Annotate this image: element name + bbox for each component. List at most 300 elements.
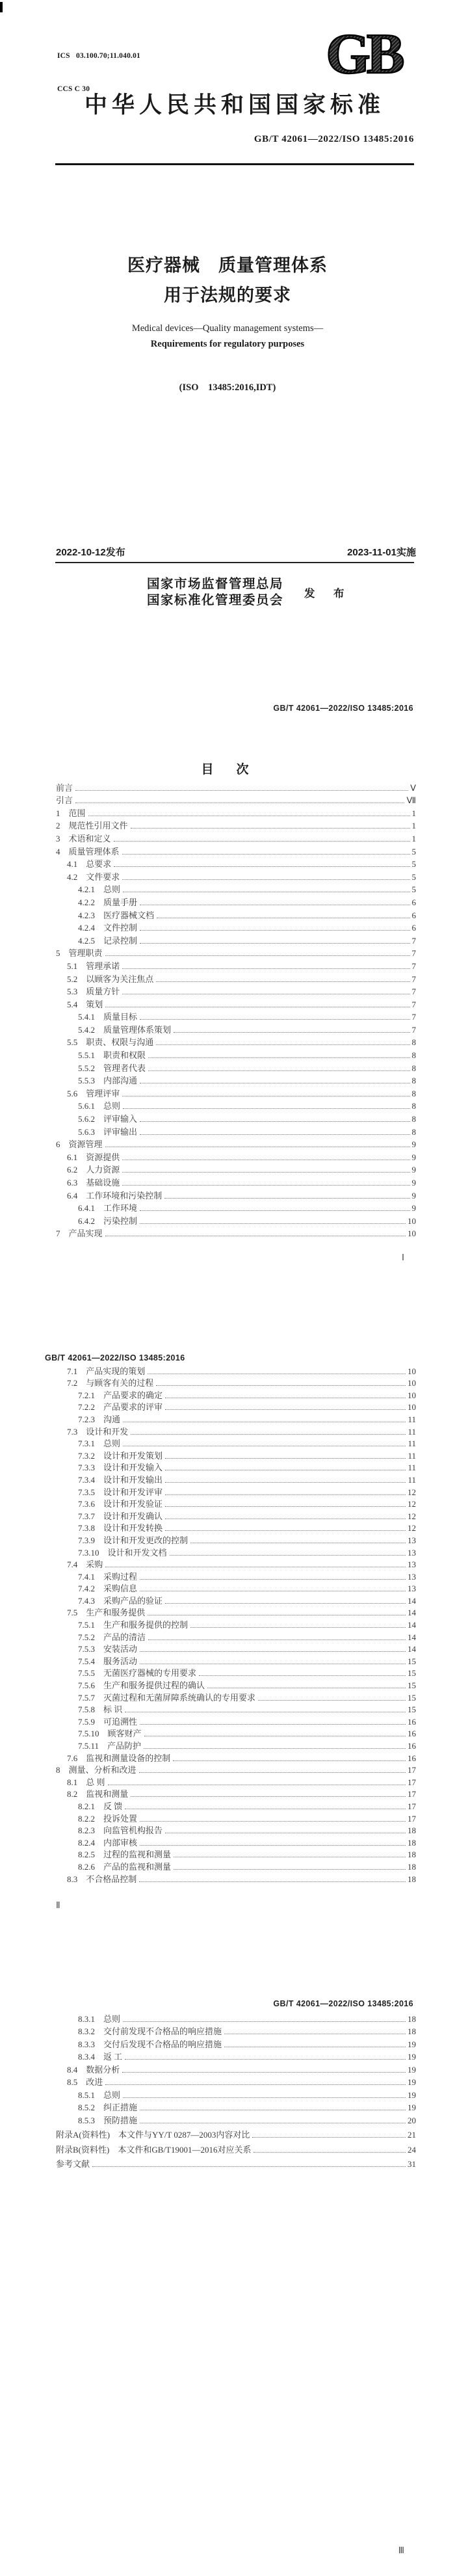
toc-entry-page-number: 18 bbox=[408, 1837, 416, 1848]
toc-entry bbox=[56, 921, 416, 934]
toc-entry bbox=[56, 1201, 416, 1214]
toc-entry-label: 7.5.2 产品的清洁 bbox=[78, 1632, 146, 1642]
toc-entry-label: 4.2 文件要求 bbox=[67, 871, 120, 882]
toc-entry-label: 7.4.1 采购过程 bbox=[78, 1571, 138, 1582]
toc-entry bbox=[56, 1485, 416, 1498]
toc-entry-page-number: 17 bbox=[408, 1801, 416, 1811]
toc-leader-dots bbox=[140, 1651, 406, 1652]
toc-entry-page-number: 19 bbox=[408, 2077, 416, 2087]
toc-entry-page-number: 8 bbox=[411, 1101, 416, 1111]
toc-entry bbox=[56, 857, 416, 870]
toc-entry-label: 7.1 产品实现的策划 bbox=[67, 1366, 146, 1376]
toc-entry-page-number: 15 bbox=[408, 1680, 416, 1691]
toc-page-3 bbox=[0, 1932, 455, 2576]
toc-entry-label: 7.5 生产和服务提供 bbox=[67, 1608, 146, 1618]
toc-entry-label: 7.3.5 设计和开发评审 bbox=[78, 1487, 163, 1497]
toc-leader-dots bbox=[140, 1210, 410, 1211]
toc-leader-dots bbox=[140, 1134, 410, 1135]
toc-entry-label: 5.4 策划 bbox=[67, 999, 103, 1009]
toc-entry bbox=[56, 1667, 416, 1679]
toc-entry-page-number: 7 bbox=[411, 999, 416, 1009]
toc-entry bbox=[56, 1546, 416, 1558]
toc-leader-dots bbox=[190, 1627, 406, 1628]
toc-leader-dots bbox=[148, 1057, 410, 1058]
title-chinese-line1: 医疗器械 质量管理体系 bbox=[127, 256, 328, 275]
toc-entry-page-number: 7 bbox=[411, 974, 416, 984]
toc-entry-label: 7.4.2 采购信息 bbox=[78, 1584, 138, 1594]
toc-entry bbox=[56, 985, 416, 998]
toc-entry-page-number: 11 bbox=[408, 1450, 416, 1461]
toc-leader-dots bbox=[170, 1555, 406, 1556]
toc-entry-label: 8.5.1 总则 bbox=[78, 2090, 121, 2100]
toc-leader-dots bbox=[164, 1198, 410, 1199]
toc-entry-label: 6.1 资源提供 bbox=[67, 1152, 120, 1162]
toc-entry-label: 4.1 总要求 bbox=[67, 859, 112, 870]
running-header-standard-code: GB/T 42061—2022/ISO 13485:2016 bbox=[273, 704, 413, 713]
toc-entry-page-number: 10 bbox=[408, 1402, 416, 1413]
toc-entry-page-number: 21 bbox=[408, 2130, 416, 2140]
toc-entry-page-number: 7 bbox=[411, 948, 416, 959]
toc-entry-page-number: 5 bbox=[411, 871, 416, 882]
toc-entry bbox=[56, 1594, 416, 1606]
toc-entry bbox=[56, 1498, 416, 1510]
toc-leader-dots bbox=[199, 1675, 406, 1676]
issuer-line1: 国家市场监督管理总局 bbox=[147, 577, 284, 591]
toc-entry-page-number: 31 bbox=[408, 2159, 416, 2169]
toc-entry-label: 8.5.3 预防措施 bbox=[78, 2115, 138, 2125]
toc-entry-page-number: 20 bbox=[408, 2115, 416, 2125]
toc-entry bbox=[56, 1618, 416, 1630]
toc-entry-page-number: 16 bbox=[408, 1741, 416, 1751]
toc-entry-label: 5.5.3 内部沟通 bbox=[78, 1076, 138, 1086]
toc-entry-label: 7.5.5 无菌医疗器械的专用要求 bbox=[78, 1668, 197, 1679]
toc-entry-label: 6.4.2 污染控制 bbox=[78, 1215, 138, 1226]
toc-entry-page-number: 18 bbox=[408, 2026, 416, 2036]
toc-entry bbox=[56, 1860, 416, 1872]
toc-entry-page-number: 15 bbox=[408, 1705, 416, 1715]
toc-entry-page-number: 18 bbox=[408, 1850, 416, 1860]
toc-entry-page-number: 24 bbox=[408, 2144, 416, 2155]
title-english-line1: Medical devices—Quality management systems— bbox=[131, 323, 324, 334]
toc-leader-dots bbox=[140, 1121, 410, 1122]
toc-entry bbox=[56, 1377, 416, 1389]
toc-list-page2 bbox=[56, 1364, 416, 1885]
toc-entry bbox=[56, 1836, 416, 1848]
toc-entry bbox=[56, 1214, 416, 1227]
toc-entry bbox=[56, 895, 416, 908]
toc-page-1 bbox=[0, 644, 455, 1288]
toc-entry bbox=[56, 1188, 416, 1201]
toc-entry-page-number: 1 bbox=[411, 808, 416, 818]
toc-entry-label: 3 术语和定义 bbox=[56, 833, 111, 843]
toc-entry-label: 6.2 人力资源 bbox=[67, 1165, 120, 1175]
toc-leader-dots bbox=[122, 2072, 406, 2073]
toc-entry-label: 6.4 工作环境和污染控制 bbox=[67, 1190, 162, 1201]
toc-leader-dots bbox=[156, 981, 410, 982]
toc-entry bbox=[56, 780, 416, 793]
toc-entry-page-number: 13 bbox=[408, 1584, 416, 1594]
toc-entry bbox=[56, 1534, 416, 1546]
toc-entry bbox=[56, 2088, 416, 2101]
toc-leader-dots bbox=[114, 841, 410, 842]
toc-entry-page-number: 7 bbox=[411, 935, 416, 946]
toc-entry-page-number: 8 bbox=[411, 1063, 416, 1073]
toc-entry bbox=[56, 2142, 416, 2155]
toc-entry-page-number: 19 bbox=[408, 2090, 416, 2100]
toc-leader-dots bbox=[105, 2084, 406, 2085]
toc-entry-label: 8 测量、分析和改进 bbox=[56, 1765, 136, 1775]
toc-page-2 bbox=[0, 1288, 455, 1932]
toc-entry-label: 5.4.1 质量目标 bbox=[78, 1012, 138, 1022]
toc-leader-dots bbox=[156, 1385, 406, 1386]
toc-entry-page-number: 9 bbox=[411, 1178, 416, 1188]
toc-entry-page-number: 8 bbox=[411, 1088, 416, 1098]
toc-entry-page-number: 12 bbox=[408, 1523, 416, 1534]
toc-entry bbox=[56, 1163, 416, 1176]
toc-entry-page-number: 5 bbox=[411, 884, 416, 895]
toc-entry-page-number: 8 bbox=[411, 1076, 416, 1086]
toc-entry-label: 7.5.10 顾客财产 bbox=[78, 1729, 142, 1739]
toc-entry bbox=[56, 1137, 416, 1150]
toc-leader-dots bbox=[174, 1869, 406, 1870]
gb-logo-graphic bbox=[310, 26, 417, 81]
toc-entry-page-number: 14 bbox=[408, 1644, 416, 1654]
toc-entry-page-number: 17 bbox=[408, 1765, 416, 1775]
toc-entry-page-number: 11 bbox=[408, 1463, 416, 1473]
toc-entry bbox=[56, 908, 416, 921]
toc-entry-label: 7.4 采购 bbox=[67, 1560, 103, 1570]
toc-leader-dots bbox=[144, 1748, 406, 1749]
toc-entry bbox=[56, 2012, 416, 2025]
toc-entry-label: 7.2 与顾客有关的过程 bbox=[67, 1378, 154, 1388]
toc-leader-dots bbox=[122, 968, 410, 969]
toc-leader-dots bbox=[165, 1530, 406, 1531]
toc-leader-dots bbox=[131, 1796, 406, 1797]
toc-leader-dots bbox=[125, 2059, 406, 2060]
running-header-standard-code: GB/T 42061—2022/ISO 13485:2016 bbox=[45, 1353, 185, 1362]
toc-entry-page-number: 14 bbox=[408, 1632, 416, 1642]
toc-entry bbox=[56, 1074, 416, 1087]
toc-entry bbox=[56, 1812, 416, 1824]
toc-entry bbox=[56, 883, 416, 896]
toc-entry bbox=[56, 1848, 416, 1861]
toc-entry bbox=[56, 1124, 416, 1137]
toc-entry-page-number: 15 bbox=[408, 1656, 416, 1666]
toc-entry-page-number: 17 bbox=[408, 1777, 416, 1787]
toc-entry-page-number: Ⅴ bbox=[410, 782, 416, 793]
toc-entry-label: 7.3.1 总则 bbox=[78, 1439, 121, 1449]
toc-entry bbox=[56, 1461, 416, 1474]
toc-leader-dots bbox=[174, 1032, 410, 1033]
toc-entry bbox=[56, 1048, 416, 1061]
toc-entry bbox=[56, 1799, 416, 1812]
toc-entry-label: 8.3.4 返 工 bbox=[78, 2052, 123, 2062]
toc-entry-page-number: 14 bbox=[408, 1620, 416, 1630]
toc-entry bbox=[56, 1175, 416, 1188]
toc-entry-page-number: 13 bbox=[408, 1560, 416, 1570]
toc-entry bbox=[56, 819, 416, 832]
toc-entry-label: 7.2.2 产品要求的评审 bbox=[78, 1402, 163, 1413]
toc-entry-label: 5.4.2 质量管理体系策划 bbox=[78, 1024, 172, 1035]
toc-entry bbox=[56, 1679, 416, 1691]
toc-entry bbox=[56, 1582, 416, 1595]
toc-entry-page-number: 10 bbox=[408, 1228, 416, 1239]
toc-entry-label: 7 产品实现 bbox=[56, 1228, 103, 1239]
toc-entry bbox=[56, 1035, 416, 1048]
toc-entry-page-number: 7 bbox=[411, 961, 416, 971]
toc-entry-label: 5.2 以顾客为关注焦点 bbox=[67, 974, 154, 984]
folio-roman-1: Ⅰ bbox=[402, 1253, 404, 1262]
toc-leader-dots bbox=[165, 1494, 406, 1495]
toc-entry bbox=[56, 2157, 416, 2170]
toc-entry-page-number: 11 bbox=[408, 1426, 416, 1437]
toc-entry-page-number: 16 bbox=[408, 1729, 416, 1739]
toc-entry bbox=[56, 1630, 416, 1643]
toc-entry-page-number: 15 bbox=[408, 1692, 416, 1703]
toc-entry-label: 4 质量管理体系 bbox=[56, 846, 120, 856]
toc-entry-label: 8.2.5 过程的监视和测量 bbox=[78, 1850, 172, 1860]
toc-entry bbox=[56, 1703, 416, 1716]
title-english-line2: Requirements for regulatory purposes bbox=[150, 339, 305, 349]
toc-entry-label: 5.6.3 评审输出 bbox=[78, 1126, 138, 1137]
running-header-standard-code: GB/T 42061—2022/ISO 13485:2016 bbox=[273, 1999, 413, 2008]
toc-entry-label: 7.3.10 设计和开发文档 bbox=[78, 1547, 167, 1558]
toc-entry-label: 5.1 管理承诺 bbox=[67, 961, 120, 971]
toc-leader-dots bbox=[148, 1070, 410, 1071]
national-standard-heading: 中华人民共和国国家标准 bbox=[84, 92, 385, 118]
toc-entry-page-number: 16 bbox=[408, 1753, 416, 1763]
toc-leader-dots bbox=[140, 1223, 406, 1224]
toc-entry bbox=[56, 1086, 416, 1099]
toc-entry-label: 引言 bbox=[56, 795, 73, 806]
toc-entry-page-number: 8 bbox=[411, 1037, 416, 1048]
ccs-code: CCS C 30 bbox=[57, 85, 90, 93]
toc-leader-dots bbox=[140, 930, 410, 931]
toc-entry-page-number: 17 bbox=[408, 1813, 416, 1824]
toc-entry-label: 7.6 监视和测量设备的控制 bbox=[67, 1753, 171, 1763]
toc-entry-label: 5.6.2 评审输入 bbox=[78, 1114, 138, 1124]
toc-entry bbox=[56, 2025, 416, 2038]
toc-entry-page-number: 19 bbox=[408, 2064, 416, 2075]
toc-entry bbox=[56, 2075, 416, 2088]
toc-entry-page-number: 14 bbox=[408, 1608, 416, 1618]
toc-entry-label: 7.3.9 设计和开发更改的控制 bbox=[78, 1535, 188, 1545]
folio-roman-3: Ⅲ bbox=[398, 2545, 404, 2555]
toc-entry-page-number: 8 bbox=[411, 1114, 416, 1124]
toc-entry-page-number: 6 bbox=[411, 910, 416, 920]
toc-entry-label: 8.2.6 产品的监视和测量 bbox=[78, 1861, 172, 1872]
toc-entry-label: 参考文献 bbox=[56, 2159, 90, 2169]
toc-entry-page-number: 5 bbox=[411, 859, 416, 870]
implementation-date: 2023-11-01实施 bbox=[347, 547, 416, 558]
toc-entry-page-number: 11 bbox=[408, 1439, 416, 1449]
cover-page bbox=[0, 0, 455, 644]
toc-entry bbox=[56, 1099, 416, 1112]
toc-entry-page-number: 18 bbox=[408, 1874, 416, 1884]
toc-entry-label: 4.2.4 文件控制 bbox=[78, 923, 138, 933]
toc-entry bbox=[56, 1606, 416, 1619]
toc-leader-dots bbox=[140, 1821, 406, 1822]
toc-entry-page-number: 11 bbox=[408, 1474, 416, 1485]
toc-entry-label: 4.2.1 总则 bbox=[78, 884, 121, 895]
toc-entry bbox=[56, 2101, 416, 2114]
release-label: 发 布 bbox=[304, 588, 348, 600]
toc-leader-dots bbox=[123, 2021, 406, 2022]
toc-entry bbox=[56, 1150, 416, 1163]
toc-entry-label: 8.3.3 交付后发现不合格品的响应措施 bbox=[78, 2039, 222, 2049]
toc-leader-dots bbox=[131, 1434, 406, 1435]
toc-entry-page-number: 9 bbox=[411, 1165, 416, 1175]
toc-leader-dots bbox=[75, 790, 408, 791]
toc-entry-page-number: 7 bbox=[411, 1024, 416, 1035]
toc-entry-page-number: 10 bbox=[408, 1390, 416, 1400]
toc-entry-label: 7.2.1 产品要求的确定 bbox=[78, 1390, 163, 1400]
toc-entry-label: 7.5.7 灭菌过程和无菌屏障系统确认的专用要求 bbox=[78, 1692, 256, 1703]
toc-entry bbox=[56, 1111, 416, 1124]
toc-entry bbox=[56, 2062, 416, 2075]
toc-entry bbox=[56, 1764, 416, 1776]
toc-leader-dots bbox=[114, 866, 410, 867]
toc-entry bbox=[56, 831, 416, 844]
toc-entry-page-number: 19 bbox=[408, 2039, 416, 2049]
cover-top-rule bbox=[55, 163, 414, 165]
toc-entry-label: 7.5.4 服务活动 bbox=[78, 1656, 138, 1666]
toc-entry-page-number: 13 bbox=[408, 1535, 416, 1545]
toc-entry-label: 7.2.3 沟通 bbox=[78, 1414, 121, 1424]
toc-entry-label: 附录A(资料性) 本文件与YY/T 0287—2003内容对比 bbox=[56, 2130, 250, 2140]
toc-entry-label: 8.3.1 总则 bbox=[78, 2013, 121, 2024]
toc-entry-label: 8.5 改进 bbox=[67, 2077, 103, 2087]
toc-entry-page-number: 12 bbox=[408, 1499, 416, 1509]
toc-entry bbox=[56, 1715, 416, 1727]
issuing-bodies bbox=[147, 576, 283, 609]
toc-leader-dots bbox=[173, 1760, 406, 1761]
toc-leader-dots bbox=[131, 828, 410, 829]
toc-entry-label: 4.2.5 记录控制 bbox=[78, 935, 138, 946]
toc-entry-page-number: 8 bbox=[411, 1050, 416, 1061]
toc-entry bbox=[56, 1824, 416, 1837]
toc-entry-page-number: 8 bbox=[411, 1126, 416, 1137]
toc-entry bbox=[56, 1558, 416, 1571]
toc-entry-label: 附录B(资料性) 本文件和GB/T19001—2016对应关系 bbox=[56, 2144, 252, 2155]
toc-entry bbox=[56, 972, 416, 985]
toc-entry-page-number: 16 bbox=[408, 1716, 416, 1727]
toc-entry-label: 4.2.2 质量手册 bbox=[78, 897, 138, 907]
toc-entry-label: 5.3 质量方针 bbox=[67, 987, 120, 997]
standard-code: GB/T 42061—2022/ISO 13485:2016 bbox=[254, 134, 414, 144]
toc-entry-label: 7.5.6 生产和服务提供过程的确认 bbox=[78, 1680, 205, 1691]
cover-bottom-rule bbox=[55, 562, 414, 563]
toc-entry-label: 1 范围 bbox=[56, 808, 86, 818]
toc-entry-page-number: 7 bbox=[411, 987, 416, 997]
toc-entry-label: 8.3.2 交付前发现不合格品的响应措施 bbox=[78, 2026, 222, 2036]
toc-entry-label: 5.6 管理评审 bbox=[67, 1088, 120, 1098]
toc-entry-page-number: 19 bbox=[408, 2052, 416, 2062]
toc-title: 目 次 bbox=[201, 763, 254, 777]
toc-entry bbox=[56, 1872, 416, 1885]
toc-entry-page-number: 18 bbox=[408, 1861, 416, 1872]
toc-entry bbox=[56, 1401, 416, 1413]
toc-entry-page-number: 7 bbox=[411, 1012, 416, 1022]
toc-leader-dots bbox=[139, 1772, 406, 1773]
toc-entry-label: 7.3.8 设计和开发转换 bbox=[78, 1523, 163, 1534]
toc-entry bbox=[56, 1775, 416, 1788]
toc-entry bbox=[56, 1570, 416, 1582]
toc-entry-label: 5.6.1 总则 bbox=[78, 1101, 121, 1111]
toc-entry-label: 8.1 总 则 bbox=[67, 1777, 105, 1787]
toc-entry-label: 6.3 基础设施 bbox=[67, 1178, 120, 1188]
toc-entry bbox=[56, 1388, 416, 1401]
toc-entry-label: 5.5.1 职责和权限 bbox=[78, 1050, 146, 1061]
toc-entry-label: 8.5.2 纠正措施 bbox=[78, 2103, 138, 2112]
toc-leader-dots bbox=[140, 1724, 406, 1725]
toc-entry bbox=[56, 1751, 416, 1764]
toc-leader-dots bbox=[92, 2166, 406, 2167]
toc-entry-page-number: 17 bbox=[408, 1789, 416, 1799]
toc-entry-page-number: 9 bbox=[411, 1203, 416, 1214]
toc-leader-dots bbox=[123, 1108, 410, 1109]
toc-entry bbox=[56, 959, 416, 972]
toc-entry-page-number: 15 bbox=[408, 1668, 416, 1679]
toc-entry-label: 8.2 监视和测量 bbox=[67, 1789, 129, 1799]
toc-entry-page-number: 6 bbox=[411, 897, 416, 907]
toc-leader-dots bbox=[165, 1603, 406, 1604]
toc-entry bbox=[56, 1473, 416, 1485]
toc-leader-dots bbox=[165, 1409, 406, 1410]
toc-entry-page-number: Ⅶ bbox=[406, 795, 416, 806]
toc-entry-page-number: 6 bbox=[411, 923, 416, 933]
iso-identity-note: (ISO 13485:2016,IDT) bbox=[179, 382, 276, 393]
toc-entry bbox=[56, 1522, 416, 1534]
toc-entry-label: 4.2.3 医疗器械文档 bbox=[78, 910, 155, 920]
issue-date: 2022-10-12发布 bbox=[56, 547, 125, 558]
toc-entry bbox=[56, 2128, 416, 2141]
toc-leader-dots bbox=[165, 1506, 406, 1507]
toc-leader-dots bbox=[165, 1482, 406, 1483]
toc-entry-label: 7.5.9 可追溯性 bbox=[78, 1716, 138, 1727]
toc-entry-page-number: 5 bbox=[411, 846, 416, 856]
toc-entry-page-number: 11 bbox=[408, 1414, 416, 1424]
toc-leader-dots bbox=[140, 1579, 406, 1580]
title-chinese-line2: 用于法规的要求 bbox=[164, 285, 291, 305]
toc-entry-label: 7.5.3 安装活动 bbox=[78, 1644, 138, 1654]
toc-entry bbox=[56, 1739, 416, 1751]
toc-entry-label: 7.3.4 设计和开发输出 bbox=[78, 1474, 163, 1485]
toc-leader-dots bbox=[165, 1458, 406, 1459]
toc-entry-label: 6 资源管理 bbox=[56, 1139, 103, 1150]
toc-leader-dots bbox=[122, 1172, 410, 1173]
toc-entry-page-number: 9 bbox=[411, 1190, 416, 1201]
toc-entry bbox=[56, 1227, 416, 1240]
toc-entry-page-number: 18 bbox=[408, 1826, 416, 1836]
toc-entry bbox=[56, 806, 416, 819]
scan-edge-artifact bbox=[0, 2, 3, 12]
toc-entry bbox=[56, 997, 416, 1010]
toc-entry-page-number: 12 bbox=[408, 1487, 416, 1497]
toc-entry-page-number: 9 bbox=[411, 1139, 416, 1150]
toc-leader-dots bbox=[140, 1845, 406, 1846]
toc-entry bbox=[56, 1691, 416, 1703]
toc-entry-label: 6.4.1 工作环境 bbox=[78, 1203, 138, 1214]
toc-entry-label: 8.2.1 反 馈 bbox=[78, 1801, 123, 1811]
toc-list-page1 bbox=[56, 780, 416, 1239]
toc-entry bbox=[56, 1437, 416, 1450]
toc-entry bbox=[56, 933, 416, 946]
toc-entry-label: 7.3.2 设计和开发策划 bbox=[78, 1450, 163, 1461]
toc-entry bbox=[56, 1509, 416, 1522]
toc-entry bbox=[56, 1425, 416, 1437]
toc-entry bbox=[56, 2113, 416, 2126]
